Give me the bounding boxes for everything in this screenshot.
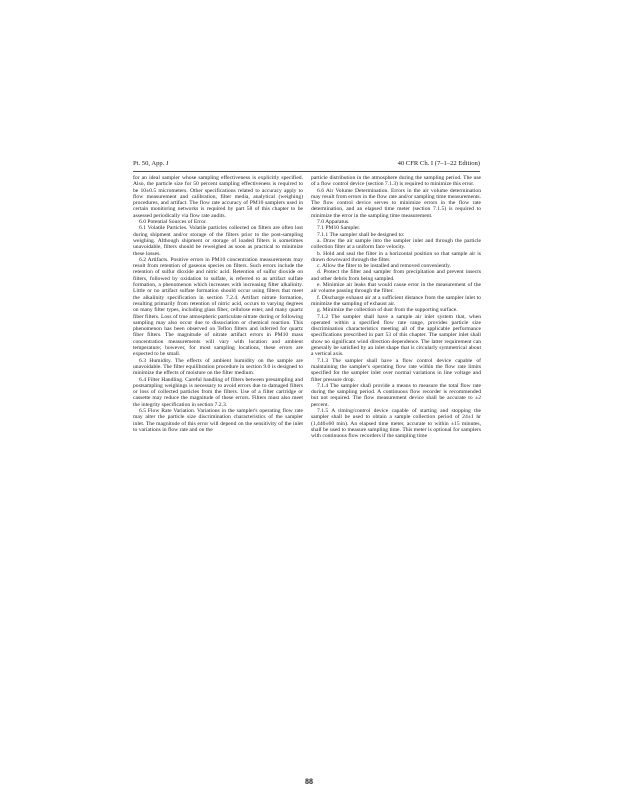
paragraph: 6.0 Potential Sources of Error. [139,219,207,226]
paragraph: 6.2 Artifacts. Positive errors in PM10 concentration measurements may result from retention of gaseous species on filters. Such errors include the retention of sulfur dioxide and nitric acid. Retention of sulfur dioxide on filters, followed by oxidation to sulfate, is referred to as artifact sulfate formation, a phenomenon which increases with increasing filter alkalinity. Little or no artifact sulfate formation should occur using filters that meet the alkalinity specification in section 7.2.4. Artifact nitrate formation, resulting primarily from retention of nitric acid, occurs to varying degrees on many filter types, including glass fiber, cellulose ester, and many quartz fiber filters. Loss of true atmospheric particulate nitrate during or following sampling may also occur due to dissociation or chemical reaction. This phenomenon has been observed on Teflon filters and inferred for quartz fiber filters. The magnitude of nitrate artifact errors in PM10 mass concentration measurements will vary with location and ambient temperature; however, for most sampling locations, these errors are expected to be small. [133,256,303,358]
paragraph: 6.6 Air Volume Determination. Errors in the air volume determination may result from errors in the flow rate and/or sampling time measurements. The flow control device serves to minimize errors in the flow rate determination, and an elapsed time meter (section 7.1.5) is required to minimize the error in the sampling time measurement. [311,187,481,219]
running-header [133,158,480,170]
paragraph: particle distribution in the atmosphere during the sampling period. The use of a flow control device (section 7.1.3) is required to minimize this error. [311,175,481,188]
paragraph: a. Draw the air sample into the sampler inlet and through the particle collection filter at a uniform face velocity. [311,237,481,251]
paragraph: for an ideal sampler whose sampling effectiveness is explicitly specified. Also, the particle size for 50 percent sampling effectiveness is required to be 10±0.5 micrometers. Other specifications related to accuracy apply to flow measurement and calibration, filter media, analytical (weighing) procedures, and artifact. The flow rate accuracy of PM10 samplers used in certain monitoring networks is required by part 58 of this chapter to be assessed periodically via flow rate audits. [133,175,303,219]
header-section-label: Pt. 50, App. J [133,160,169,167]
header-rule [133,171,480,172]
paragraph: 7.1 PM10 Sampler. [317,225,361,232]
paragraph: 7.0 Apparatus. [317,219,350,226]
left-text-column [133,175,303,433]
paragraph: 7.1.2 The sampler shall have a sample air inlet system that, when operated within a specified flow rate range, provides particle size discrimination characteristics meeting all of the applicable performance specifications prescribed in part 53 of this chapter. The sampler inlet shall show no significant wind direction dependence. The latter requirement can generally be satisfied by an inlet shape that is circularly symmetrical about a vertical axis. [311,313,481,358]
page-number: 88 [305,777,313,786]
paragraph: c. Allow the filter to be installed and removed conveniently. [317,263,452,270]
paragraph: 6.5 Flow Rate Variation. Variations in the sampler's operating flow rate may alter the particle size discrimination characteristics of the sampler inlet. The magnitude of this error will depend on the sensitivity of the inlet to variations in flow rate and on the [133,407,303,433]
right-text-column [311,175,481,439]
paragraph: b. Hold and seal the filter in a horizontal position so that sample air is drawn downward through the filter. [311,250,481,263]
paragraph: 6.1 Volatile Particles. Volatile particles collected on filters are often lost during shipment and/or storage of the filters prior to the post-sampling weighing. Although shipment or storage of loaded filters is sometimes unavoidable, filters should be reweighed as soon as practical to minimize these losses. [133,225,303,257]
paragraph: e. Minimize air leaks that would cause error in the measurement of the air volume passing through the filter. [311,282,481,295]
paragraph: 7.1.5 A timing/control device capable of starting and stopping the sampler shall be used to obtain a sample collection period of 24±1 hr (1,440±60 min). An elapsed time meter, accurate to within ±15 minutes, shall be used to measure sampling time. This meter is optional for samplers with continuous flow recorders if the sampling time [311,407,481,440]
header-edition-label: 40 CFR Ch. I (7–1–22 Edition) [397,160,480,167]
paragraph: f. Discharge exhaust air at a sufficient distance from the sampler inlet to minimize the sampling of exhaust air. [311,294,481,307]
paragraph: 7.1.3 The sampler shall have a flow control device capable of maintaining the sampler's operating flow rate within the flow rate limits specified for the sampler inlet over normal variations in line voltage and filter pressure drop. [311,357,481,383]
paragraph: 7.1.1 The sampler shall be designed to: [317,231,405,238]
paragraph: d. Protect the filter and sampler from precipitation and prevent insects and other debris from being sampled. [311,269,481,282]
paragraph: 6.3 Humidity. The effects of ambient humidity on the sample are unavoidable. The filter equilibration procedure in section 9.0 is designed to minimize the effects of moisture on the filter medium. [133,357,303,377]
paragraph: 6.4 Filter Handling. Careful handling of filters between presampling and postsampling weighings is necessary to avoid errors due to damaged filters or loss of collected particles from the filters. Use of a filter cartridge or cassette may reduce the magnitude of these errors. Filters must also meet the integrity specification in section 7.2.3. [133,376,303,408]
paragraph: 7.1.4 The sampler shall provide a means to measure the total flow rate during the sampling period. A continuous flow recorder is recommended but not required. The flow measurement device shall be accurate to ±2 percent. [311,382,481,408]
paragraph: g. Minimize the collection of dust from the supporting surface. [317,307,458,314]
